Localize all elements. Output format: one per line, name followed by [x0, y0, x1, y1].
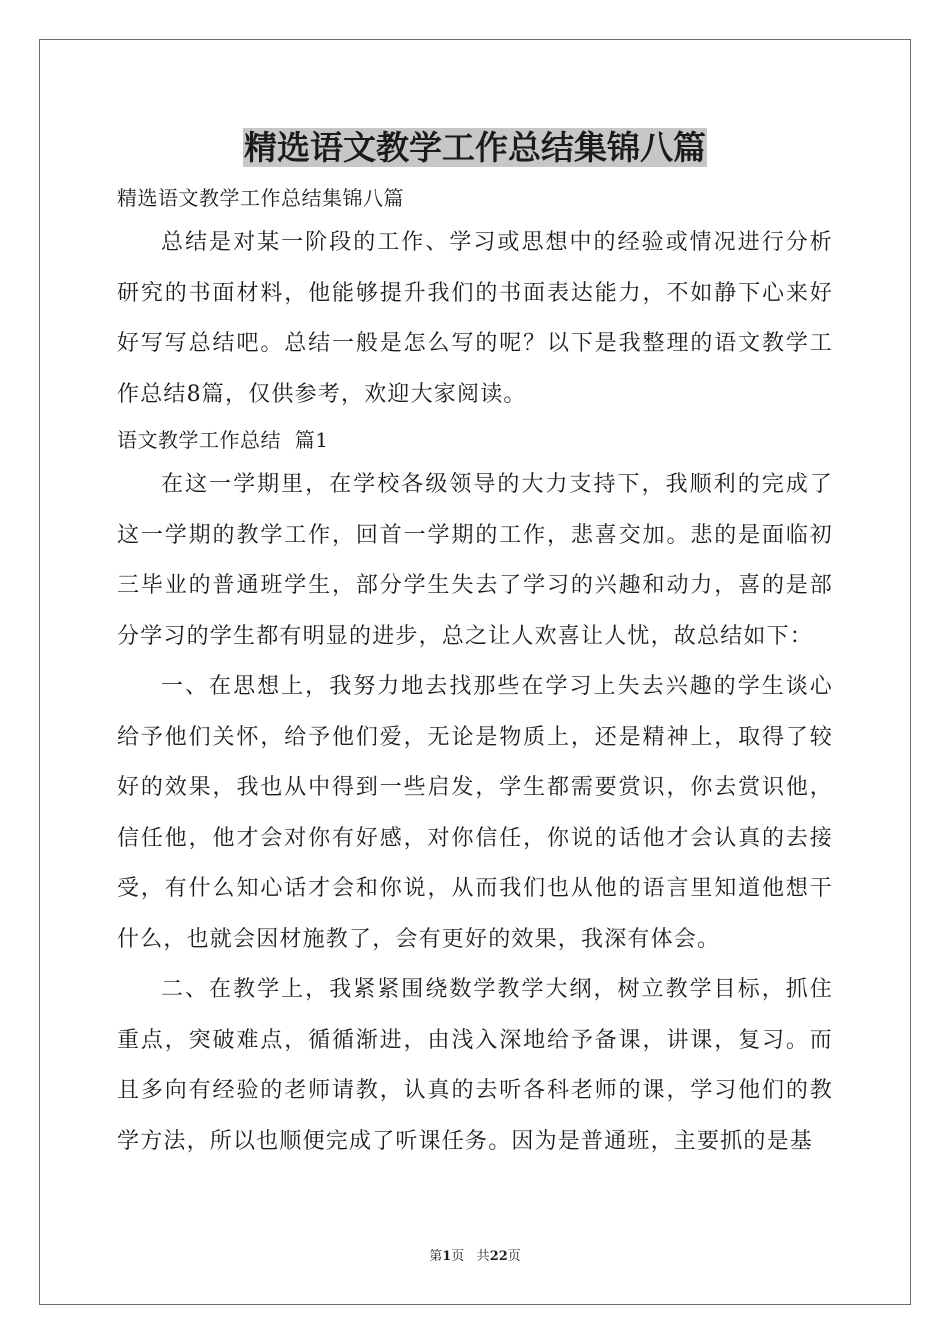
body-paragraph-2: 一、在思想上，我努力地去找那些在学习上失去兴趣的学生谈心给予他们关怀，给予他们爱，无论是物质上，还是精神上，取得了较好的效果，我也从中得到一些启发，学生都需要赏识，你去赏识他，信任他，他才会对你有好感，对你信任，你说的话他才会认真的去接受，有什么知心话才会和你说，从而我们也从他的语言里知道他想干什么，也就会因材施教了，会有更好的效果，我深有体会。 [117, 674, 833, 952]
body-paragraph-1: 在这一学期里，在学校各级领导的大力支持下，我顺利的完成了这一学期的教学工作，回首一学期的工作，悲喜交加。悲的是面临初三毕业的普通班学生，部分学生失去了学习的兴趣和动力，喜的是部分学习的学生都有明显的进步，总之让人欢喜让人忧，故总结如下： [117, 472, 833, 649]
total-prefix: 共 [476, 1249, 490, 1264]
body-paragraph-3: 二、在教学上，我紧紧围绕数学教学大纲，树立教学目标，抓住重点，突破难点，循循渐进，由浅入深地给予备课，讲课，复习。而且多向有经验的老师请教，认真的去听各科老师的课，学习他们的教学方法，所以也顺便完成了听课任务。因为是普通班，主要抓的是基 [117, 977, 833, 1154]
total-suffix: 页 [507, 1249, 521, 1264]
page-footer [0, 1245, 950, 1264]
title-text: 精选语文教学工作总结集锦八篇 [244, 128, 706, 167]
total-page-count: 22 [489, 1249, 508, 1264]
document-title [117, 118, 833, 178]
intro-paragraph: 总结是对某一阶段的工作、学习或思想中的经验或情况进行分析研究的书面材料，他能够提升我们的书面表达能力，不如静下心来好好写写总结吧。总结一般是怎么写的呢？以下是我整理的语文教学工作总结8篇，仅供参考，欢迎大家阅读。 [117, 230, 833, 407]
current-page-number: 1 [442, 1249, 452, 1264]
page-prefix: 第 [429, 1249, 443, 1264]
page-suffix: 页 [451, 1249, 465, 1264]
section-heading: 语文教学工作总结 篇1 [117, 428, 329, 452]
document-subtitle: 精选语文教学工作总结集锦八篇 [117, 186, 404, 210]
document-body [117, 118, 833, 1167]
